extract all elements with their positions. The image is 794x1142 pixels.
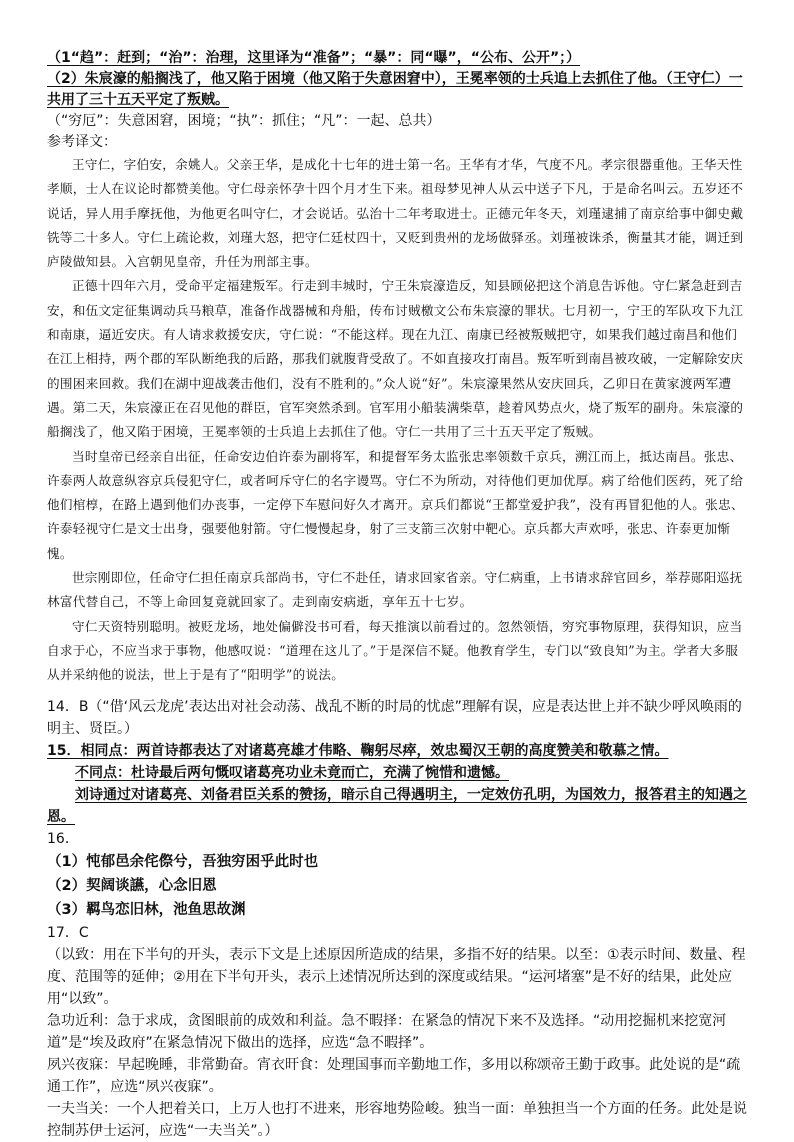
- note-line-3: （“穷厄”：失意困窘，困境；“执”：抓住；“凡”：一起、总共）: [47, 113, 441, 129]
- question-14-answer: 14．B（“借‘风云龙虎’表达出对社会动荡、战乱不断的时局的忧虑”理解有误，应是表达世上并不缺少呼风唤雨的明主、贤臣。）: [47, 698, 742, 737]
- question-15-liu: 刘诗通过对诸葛亮、刘备君臣关系的赞扬，暗示自己得遇明主，一定效仿孔明，为国效力，报答君主的知遇之恩。: [47, 786, 747, 825]
- question-16-answer-1: （1）忳郁邑余侘傺兮，吾独穷困乎此时也: [47, 853, 319, 870]
- question-17-explain-2: 急功近利：急于求成，贪图眼前的成效和利益。急不暇择：在紧急的情况下来不及选择。“动用挖掘机来挖宽河道”是“埃及政府”在紧急情况下做出的选择，应选“急不暇择”。: [47, 1012, 727, 1051]
- question-17-explain-3: 夙兴夜寐：早起晚睡，非常勤奋。宵衣旰食：处理国事而辛勤地工作，多用以称颂帝王勤于政事。此处说的是“疏通工作”，应选“夙兴夜寐”。: [47, 1056, 741, 1095]
- question-16-answer-3: （3）羁鸟恋旧林，池鱼思故渊: [47, 901, 246, 918]
- document-page: [47, 48, 747, 1142]
- question-15-diff: 不同点：杜诗最后两句慨叹诸葛亮功业未竟而亡，充满了惋惜和遗憾。: [75, 764, 509, 781]
- reference-translation-heading: 参考译文：: [47, 134, 117, 150]
- answer-translation-2: （2）朱宸濠的船搁浅了，他又陷于困境（他又陷于失意困窘中），王冕率领的士兵追上去抓住了他。（王守仁）一共用了三十五天平定了叛贼。: [47, 71, 743, 108]
- question-15-same: 15．相同点：两首诗都表达了对诸葛亮雄才伟略、鞠躬尽瘁，效忠蜀汉王朝的高度赞美和敬慕之情。: [47, 742, 669, 759]
- translation-paragraph-3: 当时皇帝已经亲自出征，任命安边伯许泰为副将军，和提督军务太监张忠率领数千京兵，溯江而上，抵达南昌。张忠、许泰两人故意纵容京兵侵犯守仁，或者呵斥守仁的名字谩骂。守仁不为所动，对待他们更加优厚。病了给他们医药，死了给他们棺椁，在路上遇到他们办丧事，一定停下车慰问好久才离开。京兵们都说“王都堂爱护我”，没有再冒犯他的人。张忠、许泰轻视守仁是文士出身，强要他射箭。守仁慢慢起身，射了三支箭三次射中靶心。京兵都大声欢呼，张忠、许泰更加惭愧。: [47, 448, 744, 561]
- question-17-explain-1: （以致：用在下半句的开头，表示下文是上述原因所造成的结果，多指不好的结果。以至：①表示时间、数量、程度、范围等的延伸；②用在下半句开头，表示上述情况所达到的深度或结果。“运河堵塞”是不好的结果，此处应用“以致”。: [47, 946, 746, 1007]
- translation-paragraph-4: 世宗刚即位，任命守仁担任南京兵部尚书，守仁不赴任，请求回家省亲。守仁病重，上书请求辞官回乡，举荐郧阳巡抚林富代替自己，不等上命回复竟就回家了。走到南安病逝，享年五十七岁。: [47, 570, 743, 610]
- question-17-number: 17．C: [47, 924, 89, 941]
- translation-paragraph-5: 守仁天资特别聪明。被贬龙场，地处偏僻没书可看，每天推演以前看过的。忽然领悟，穷究事物原理，获得知识，应当自求于心，不应当求于事物，他感叹说：“道理在这儿了。”于是深信不疑。他教育学生，专门以“致良知”为主。学者大多服从并采纳他的说法，世上于是有了“阳明学”的说法。: [47, 618, 743, 683]
- spacer: [47, 688, 747, 696]
- question-16-number: 16．: [47, 830, 79, 847]
- question-16-answer-2: （2）契阔谈讌，心念旧恩: [47, 877, 217, 894]
- question-17-explain-4: 一夫当关：一个人把着关口，上万人也打不进来，形容地势险峻。独当一面：单独担当一个方面的任务。此处是说控制苏伊士运河，应选“一夫当关”。）: [47, 1100, 747, 1139]
- translation-paragraph-1: 王守仁，字伯安，余姚人。父亲王华，是成化十七年的进士第一名。王华有才华，气度不凡。孝宗很器重他。王华天性孝顺，士人在议论时都赞美他。守仁母亲怀孕十四个月才生下来。祖母梦见神人从云中送子下凡，于是命名叫云。五岁还不说话，异人用手摩抚他，为他更名叫守仁，才会说话。弘治十二年考取进士。正德元年冬天，刘瑾逮捕了南京给事中御史戴铣等二十多人。守仁上疏论救，刘瑾大怒，把守仁廷杖四十，又贬到贵州的龙场做驿丞。刘瑾被诛杀，衡量其才能，调迁到庐陵做知县。入宫朝见皇帝，升任为刑部主事。: [47, 157, 744, 270]
- note-line-1: （1“趋”：赶到；“治”：治理，这里译为“准备”；“暴”：同“曝”，“公布、公开”；）: [47, 50, 581, 66]
- translation-paragraph-2: 正德十四年六月，受命平定福建叛军。行走到丰城时，宁王朱宸濠造反，知县顾佖把这个消息告诉他。守仁紧急赶到吉安，和伍文定征集调动兵马粮草，准备作战器械和舟船，传布讨贼檄文公布朱宸濠的罪状。七月初一，宁王的军队攻下九江和南康，逼近安庆。有人请求救援安庆，守仁说：“不能这样。现在九江、南康已经被叛贼把守，如果我们越过南昌和他们在江上相持，两个郡的军队断绝我的后路，那我们就腹背受敌了。不如直接攻打南昌。叛军听到南昌被攻破，一定解除安庆的围困来回救。我们在湖中迎战袭击他们，没有不胜利的。”众人说“好”。朱宸濠果然从安庆回兵，乙卯日在黄家渡两军遭遇。第二天，朱宸濠正在召见他的群臣，官军突然杀到。官军用小船装满柴草，趁着风势点火，烧了叛军的副舟。朱宸濠的船搁浅了，他又陷于困境，王冕率领的士兵追上去抓住了他。守仁一共用了三十五天平定了叛贼。: [47, 278, 744, 440]
